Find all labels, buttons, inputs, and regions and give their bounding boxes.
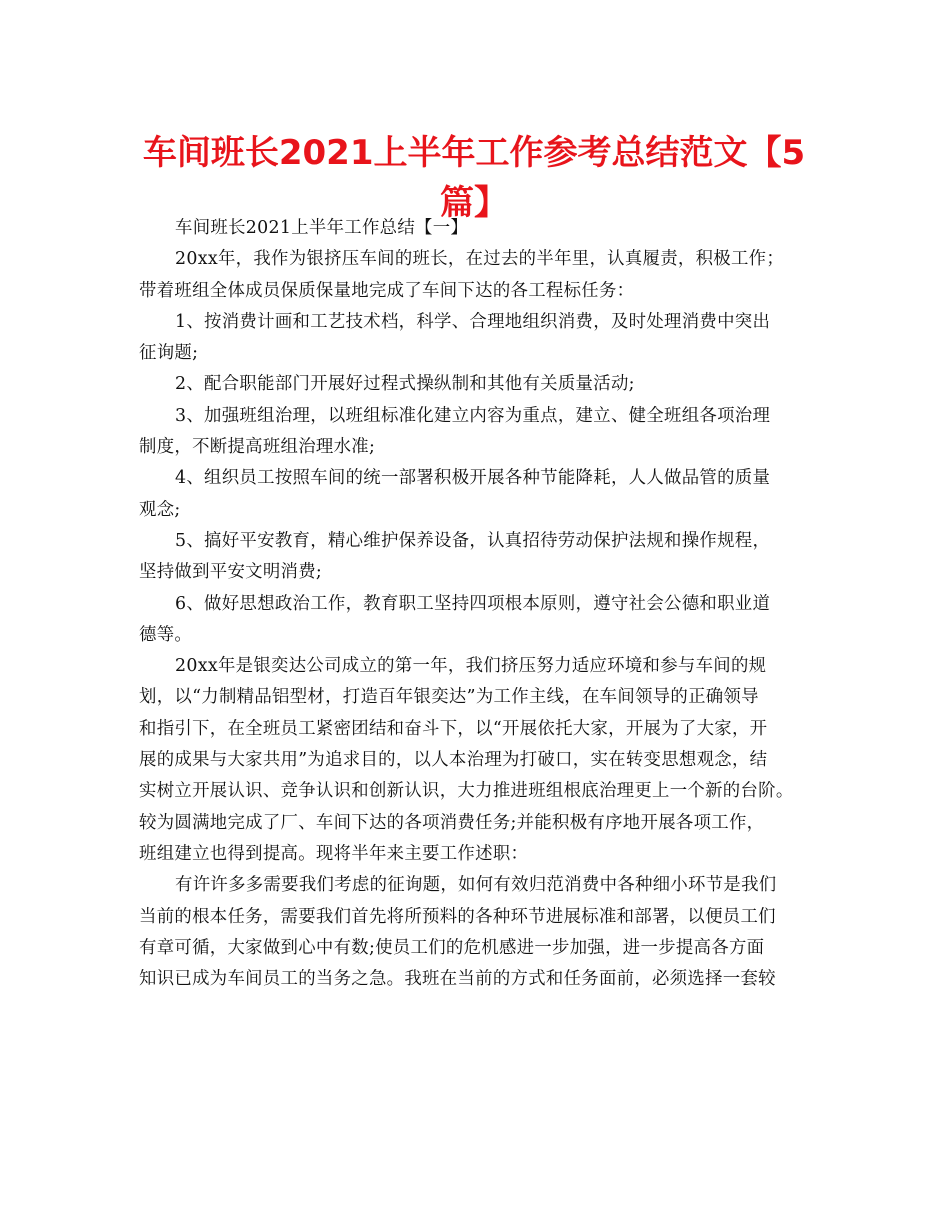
paragraph-line: 车间班长2021上半年工作总结【一】 [175, 218, 469, 238]
paragraph-line: 5、搞好平安教育，精心维护保养设备，认真招待劳动保护法规和操作规程， [175, 530, 771, 551]
title-line-1: 车间班长2021上半年工作参考总结范文【5 [142, 133, 806, 173]
paragraph-line: 带着班组全体成员保质保量地完成了车间下达的各工程标任务： [139, 280, 635, 301]
paragraph-line: 划，以“力制精品铝型材，打造百年银奕达”为工作主线，在车间领导的正确领导 [139, 687, 759, 708]
paragraph-line: 德等。 [139, 624, 193, 645]
paragraph-line: 有许许多多需要我们考虑的征询题，如何有效归范消费中各种细小环节是我们 [175, 875, 777, 896]
paragraph-line: 20xx年是银奕达公司成立的第一年，我们挤压努力适应环境和参与车间的规 [175, 656, 767, 677]
title-line-2: 篇】 [440, 183, 508, 223]
paragraph-line: 知识已成为车间员工的当务之急。我班在当前的方式和任务面前，必须选择一套较 [139, 969, 776, 990]
paragraph-line: 制度，不断提高班组治理水准; [139, 437, 376, 458]
paragraph-line: 3、加强班组治理，以班组标准化建立内容为重点，建立、健全班组各项治理 [175, 405, 771, 426]
paragraph-line: 坚持做到平安文明消费; [139, 562, 323, 583]
paragraph-line: 展的成果与大家共用”为追求目的，以人本治理为打破口，实在转变思想观念，结 [139, 750, 768, 771]
paragraph-line: 2、配合职能部门开展好过程式操纵制和其他有关质量活动; [175, 374, 635, 395]
paragraph-line: 20xx年，我作为银挤压车间的班长，在过去的半年里，认真履责，积极工作； [175, 249, 785, 270]
paragraph-line: 和指引下，在全班员工紧密团结和奋斗下，以“开展依托大家，开展为了大家，开 [139, 718, 768, 739]
paragraph-line: 较为圆满地完成了厂、车间下达的各项消费任务;并能积极有序地开展各项工作， [139, 812, 765, 833]
paragraph-line: 当前的根本任务，需要我们首先将所预料的各种环节进展标准和部署，以便员工们 [139, 906, 776, 927]
paragraph-line: 6、做好思想政治工作，教育职工坚持四项根本原则，遵守社会公德和职业道 [175, 593, 771, 614]
paragraph-line: 观念; [139, 499, 181, 520]
paragraph-line: 有章可循，大家做到心中有数;使员工们的危机感进一步加强，进一步提高各方面 [139, 937, 765, 958]
paragraph-line: 4、组织员工按照车间的统一部署积极开展各种节能降耗，人人做品管的质量 [175, 468, 771, 489]
paragraph-line: 1、按消费计画和工艺技术档，科学、合理地组织消费，及时处理消费中突出 [175, 311, 771, 332]
paragraph-line: 班组建立也得到提高。现将半年来主要工作述职： [139, 843, 529, 864]
paragraph-line: 实树立开展认识、竞争认识和创新认识，大力推进班组根底治理更上一个新的台阶。 [139, 781, 794, 802]
paragraph-line: 征询题; [139, 343, 199, 364]
document-body [139, 213, 829, 995]
